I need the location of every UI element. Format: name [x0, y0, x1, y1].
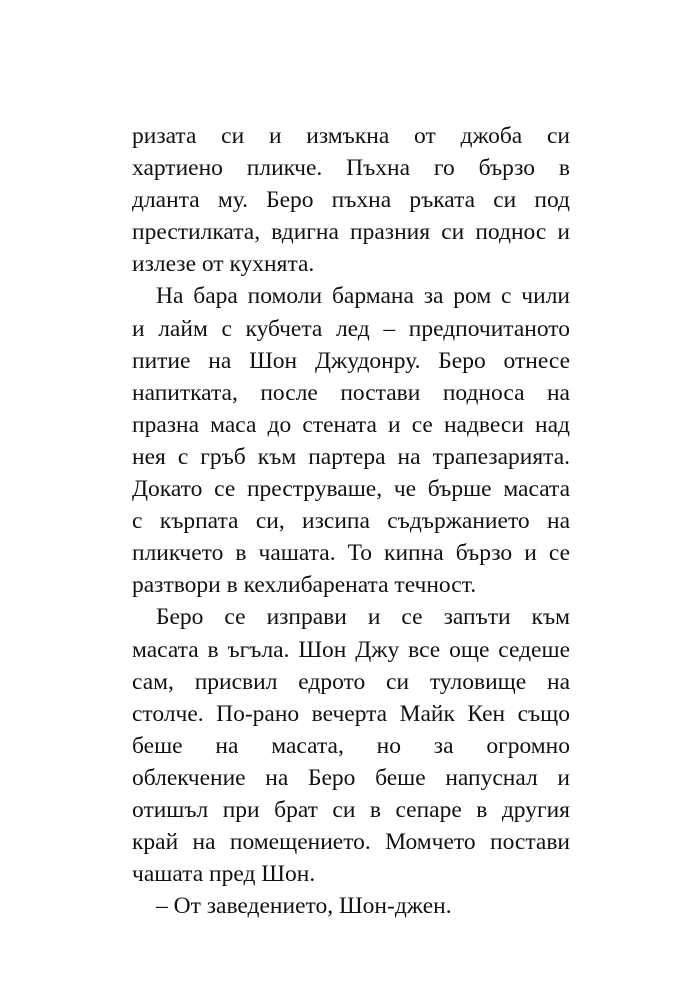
paragraph-start-line: Беро се изправи и се запъти към: [156, 604, 570, 631]
text-line: пликчето в чашата. То кипна бързо и се: [132, 540, 570, 567]
page-text: [132, 120, 570, 922]
text-line: празна маса до стената и се надвеси над: [132, 411, 570, 438]
text-line: Докато се преструваше, че бърше масата: [132, 476, 570, 503]
text-line: чашата пред Шон.: [132, 861, 316, 888]
paragraph-start-line: На бара помоли бармана за ром с чили: [156, 283, 570, 310]
text-line: беше на масата, но за огромно: [132, 732, 570, 759]
text-line: сам, присвил едрото си туловище на: [132, 668, 570, 695]
dialogue-line: – От заведението, Шон-джен.: [156, 893, 452, 920]
text-line: масата в ъгъла. Шон Джу все още седеше: [132, 636, 570, 663]
text-line: дланта му. Беро пъхна ръката си под: [132, 187, 570, 214]
text-line: край на помещението. Момчето постави: [132, 829, 570, 856]
text-line: престилката, вдигна празния си поднос и: [132, 219, 570, 246]
text-line: напитката, после постави подноса на: [132, 379, 570, 406]
text-line: хартиено пликче. Пъхна го бързо в: [132, 155, 570, 182]
text-line: питие на Шон Джудонру. Беро отнесе: [132, 347, 570, 374]
text-line: столче. По-рано вечерта Майк Кен също: [132, 700, 570, 727]
text-line: излезе от кухнята.: [132, 251, 315, 278]
text-line: разтвори в кехлибарената течност.: [132, 572, 477, 599]
text-line: нея с гръб към партера на трапезарията.: [132, 443, 570, 470]
text-line: и лайм с кубчета лед – предпочитаното: [132, 315, 570, 342]
text-line: ризата си и измъкна от джоба си: [132, 123, 570, 149]
text-line: отишъл при брат си в сепаре в другия: [132, 796, 570, 823]
text-line: облекчение на Беро беше напуснал и: [132, 764, 570, 791]
text-line: с кърпата си, изсипа съдържанието на: [132, 508, 570, 535]
